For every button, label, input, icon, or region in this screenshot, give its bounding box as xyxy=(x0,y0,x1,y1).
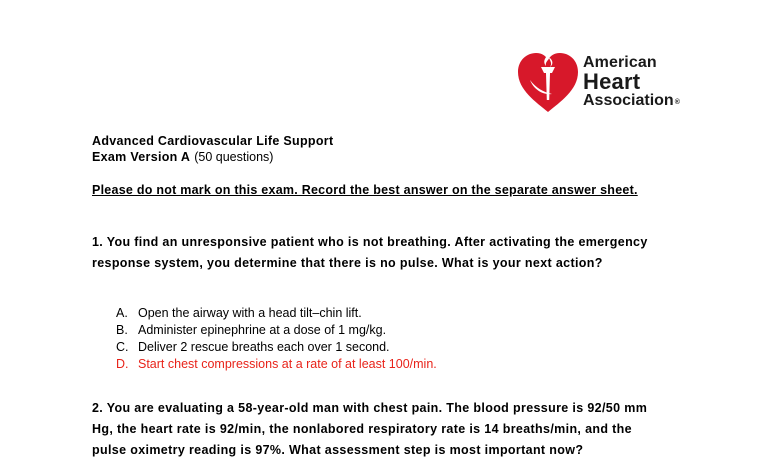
logo-line-american: American xyxy=(583,54,657,71)
option-text: Administer epinephrine at a dose of 1 mg/kg. xyxy=(138,323,387,337)
question-1-options xyxy=(116,305,437,373)
exam-version-line xyxy=(92,149,333,165)
document-title: Advanced Cardiovascular Life Support xyxy=(92,134,334,148)
option-letter: B. xyxy=(116,323,128,337)
option-letter: A. xyxy=(116,306,128,320)
logo-line-association: Association® xyxy=(583,92,680,109)
option-c xyxy=(116,339,437,356)
question-count: (50 questions) xyxy=(194,150,274,164)
document-header xyxy=(92,133,333,165)
exam-instruction: Please do not mark on this exam. Record the best answer on the separate answer sheet. xyxy=(92,183,638,197)
option-a xyxy=(116,305,437,322)
option-text: Open the airway with a head tilt–chin lift. xyxy=(138,306,362,320)
option-d-correct xyxy=(116,356,437,373)
aha-logo xyxy=(516,50,696,120)
heart-torch-icon xyxy=(516,50,580,116)
option-letter: D. xyxy=(116,357,129,371)
logo-wordmark xyxy=(583,55,680,109)
question-1: 1. You find an unresponsive patient who is not breathing. After activating the emergency response system, you determine that there is no pulse. What is your next action? xyxy=(92,235,648,270)
registered-mark: ® xyxy=(674,99,680,106)
option-text: Start chest compressions at a rate of at least 100/min. xyxy=(138,357,437,371)
exam-version: Exam Version A xyxy=(92,150,191,164)
option-text: Deliver 2 rescue breaths each over 1 second. xyxy=(138,340,390,354)
option-letter: C. xyxy=(116,340,129,354)
question-2: 2. You are evaluating a 58-year-old man with chest pain. The blood pressure is 92/50 mm Hg, the heart rate is 92/min, the nonlabored respiratory rate is 14 breaths/min, and the pulse oximetry reading is 97%. What assessment step is most important now? xyxy=(92,401,648,457)
option-b xyxy=(116,322,437,339)
logo-line-heart: Heart xyxy=(583,69,641,94)
